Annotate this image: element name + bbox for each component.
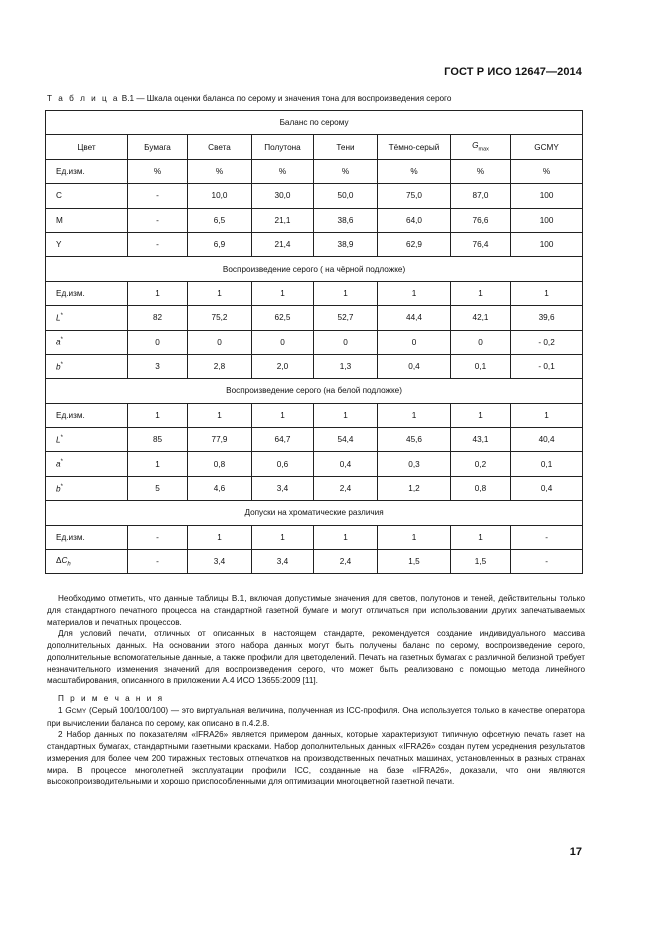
table-caption-text: В.1 — Шкала оценки баланса по серому и значения тона для воспроизведения серого xyxy=(119,94,452,103)
column-header: Полутона xyxy=(252,135,314,159)
table-body xyxy=(46,111,583,574)
note-1-cmy: CMY xyxy=(71,707,87,715)
table-cell: 3,4 xyxy=(188,550,252,574)
note-1-g: G xyxy=(65,705,72,715)
table-cell: 1 xyxy=(314,281,378,305)
table-cell: 1 xyxy=(128,403,188,427)
section-row xyxy=(46,379,583,403)
table-row xyxy=(46,208,583,232)
table-cell: 1 xyxy=(378,281,451,305)
table-row xyxy=(46,525,583,549)
note-1 xyxy=(47,705,585,730)
table-cell: 1 xyxy=(252,281,314,305)
table-cell: 2,8 xyxy=(188,354,252,378)
table-cell: 64,7 xyxy=(252,428,314,452)
table-cell: 0,1 xyxy=(451,354,511,378)
table-cell: - xyxy=(128,550,188,574)
table-cell: 44,4 xyxy=(378,306,451,330)
table-cell: 39,6 xyxy=(511,306,583,330)
table-cell: % xyxy=(128,159,188,183)
table-cell: - 0,1 xyxy=(511,354,583,378)
column-header: GCMY xyxy=(511,135,583,159)
section-row xyxy=(46,257,583,281)
table-cell: - xyxy=(511,550,583,574)
table-cell: - xyxy=(128,232,188,256)
row-label: a* xyxy=(46,330,128,354)
row-label: a* xyxy=(46,452,128,476)
table-cell: 0 xyxy=(188,330,252,354)
row-label: M xyxy=(46,208,128,232)
table-cell: 0,2 xyxy=(451,452,511,476)
table-cell: 42,1 xyxy=(451,306,511,330)
table-cell: 64,0 xyxy=(378,208,451,232)
table-cell: 5 xyxy=(128,476,188,500)
table-cell: 0 xyxy=(451,330,511,354)
row-label: L* xyxy=(46,306,128,330)
table-cell: 75,2 xyxy=(188,306,252,330)
table-cell: 1 xyxy=(451,403,511,427)
table-row xyxy=(46,403,583,427)
table-cell: 1,2 xyxy=(378,476,451,500)
note-2: 2 Набор данных по показателям «IFRA26» является примером данных, которые характеризуют типичную офсетную печать газет на стандартных бумагах, стандартными газетными красками. Набор дополнительных данных «IFRA26» создан путем усреднения результатов измерения для более чем 200 тиражных тестовых отпечатков на производственных печатных машинах, установленных в разных странах мира. В процессе многолетней эксплуатации профили ICC, созданные на базе «IFRA26», доказали, что они являются высокопроизводительными и хорошо приспособленными для оптимизации многоцветной газетной печати. xyxy=(47,730,585,787)
row-label: Ед.изм. xyxy=(46,159,128,183)
table-cell: 38,9 xyxy=(314,232,378,256)
table-cell: 1 xyxy=(314,525,378,549)
table-cell: 75,0 xyxy=(378,184,451,208)
section-title: Баланс по серому xyxy=(46,111,583,135)
column-header: Света xyxy=(188,135,252,159)
table-cell: 0 xyxy=(314,330,378,354)
table-cell: 1 xyxy=(511,281,583,305)
table-cell: 1 xyxy=(188,281,252,305)
paragraph-2: Для условий печати, отличных от описанных в настоящем стандарте, рекомендуется создание индивидуального массива дополнительных данных. На основании этого набора данных могут быть получены баланс по серому, воспроизведение серого, дополнительные вспомогательные данные, а также профили для цветоделений. Печать на газетных бумагах с различной белизной требует незначительного изменения значений для воспроизведения серого, что может быть реализовано с помощью метода линейного масштабирования, описанного в приложении А.4 ИСО 13655:2009 [11]. xyxy=(47,629,585,686)
table-cell: 38,6 xyxy=(314,208,378,232)
table-cell: 62,5 xyxy=(252,306,314,330)
row-label: $\Delta C_h$ xyxy=(46,550,128,574)
page-number: 17 xyxy=(569,846,582,858)
table-cell: % xyxy=(314,159,378,183)
table-cell: 82 xyxy=(128,306,188,330)
table-cell: 3,4 xyxy=(252,550,314,574)
table-caption-label: Т а б л и ц а xyxy=(47,94,120,103)
table-cell: 1 xyxy=(314,403,378,427)
table-cell: 21,1 xyxy=(252,208,314,232)
table-cell: 0,4 xyxy=(314,452,378,476)
notes-heading xyxy=(47,693,585,705)
table-cell: 1,5 xyxy=(451,550,511,574)
note-1-prefix: 1 xyxy=(58,705,66,715)
table-cell: 50,0 xyxy=(314,184,378,208)
table-cell: 100 xyxy=(511,232,583,256)
table-cell: - xyxy=(128,525,188,549)
table-cell: 0 xyxy=(128,330,188,354)
table-cell: 1 xyxy=(252,403,314,427)
table-cell: 0,3 xyxy=(378,452,451,476)
column-header-row xyxy=(46,135,583,159)
row-label: Y xyxy=(46,232,128,256)
table-row xyxy=(46,159,583,183)
table-cell: 4,6 xyxy=(188,476,252,500)
table-cell: 3 xyxy=(128,354,188,378)
table-cell: 0,8 xyxy=(188,452,252,476)
row-label: Ед.изм. xyxy=(46,281,128,305)
table-cell: 100 xyxy=(511,208,583,232)
row-label: b* xyxy=(46,476,128,500)
table-cell: 0,4 xyxy=(378,354,451,378)
paragraph-1: Необходимо отметить, что данные таблицы В.1, включая допустимые значения для светов, полутонов и теней, действительны только для стандартного печатного процесса на стандартной газетной бумаге и могут отличаться при использовании других запечатываемых материалов и печатных процессов. xyxy=(47,594,585,627)
table-cell: 1 xyxy=(451,281,511,305)
table-cell: % xyxy=(188,159,252,183)
table-cell: 1 xyxy=(378,525,451,549)
table-cell: 1 xyxy=(451,525,511,549)
table-row xyxy=(46,550,583,574)
table-cell: 0,8 xyxy=(451,476,511,500)
table-cell: 1 xyxy=(188,525,252,549)
column-header: $G_{max}$ xyxy=(451,135,511,159)
table-cell: % xyxy=(378,159,451,183)
row-label: C xyxy=(46,184,128,208)
table-row xyxy=(46,330,583,354)
table-cell: % xyxy=(451,159,511,183)
table-cell: 45,6 xyxy=(378,428,451,452)
table-cell: 3,4 xyxy=(252,476,314,500)
gray-balance-table xyxy=(45,110,583,574)
section-title: Допуски на хроматические различия xyxy=(46,501,583,525)
section-title: Воспроизведение серого ( на чёрной подложке) xyxy=(46,257,583,281)
column-header: Тёмно-серый xyxy=(378,135,451,159)
table-cell: 30,0 xyxy=(252,184,314,208)
table-row xyxy=(46,232,583,256)
table-row xyxy=(46,354,583,378)
table-cell: 43,1 xyxy=(451,428,511,452)
notes-title: П р и м е ч а н и я xyxy=(58,694,165,703)
table-row xyxy=(46,184,583,208)
column-header: Бумага xyxy=(128,135,188,159)
table-row xyxy=(46,428,583,452)
table-cell: % xyxy=(252,159,314,183)
table-cell: 0 xyxy=(252,330,314,354)
table-cell: 0,6 xyxy=(252,452,314,476)
table-row xyxy=(46,452,583,476)
table-cell: 0 xyxy=(378,330,451,354)
row-label: b* xyxy=(46,354,128,378)
table-caption xyxy=(47,94,617,103)
table-cell: 2,4 xyxy=(314,476,378,500)
column-header: Тени xyxy=(314,135,378,159)
table-cell: 52,7 xyxy=(314,306,378,330)
table-cell: 100 xyxy=(511,184,583,208)
table-cell: 1 xyxy=(128,281,188,305)
table-cell: 2,0 xyxy=(252,354,314,378)
table-cell: 6,9 xyxy=(188,232,252,256)
row-label: Ед.изм. xyxy=(46,403,128,427)
row-label: L* xyxy=(46,428,128,452)
section-row xyxy=(46,111,583,135)
table-row xyxy=(46,476,583,500)
table-cell: 85 xyxy=(128,428,188,452)
table-cell: 77,9 xyxy=(188,428,252,452)
section-title: Воспроизведение серого (на белой подложке) xyxy=(46,379,583,403)
body-text xyxy=(47,593,585,788)
table-cell: 21,4 xyxy=(252,232,314,256)
standard-designation: ГОСТ Р ИСО 12647—2014 xyxy=(444,66,582,78)
table-row xyxy=(46,281,583,305)
row-label: Ед.изм. xyxy=(46,525,128,549)
table-cell: 1,5 xyxy=(378,550,451,574)
table-cell: - xyxy=(128,184,188,208)
table-cell: 76,4 xyxy=(451,232,511,256)
table-cell: 54,4 xyxy=(314,428,378,452)
table-cell: 1 xyxy=(188,403,252,427)
table-cell: 2,4 xyxy=(314,550,378,574)
table-cell: - xyxy=(128,208,188,232)
table-cell: 10,0 xyxy=(188,184,252,208)
table-cell: 76,6 xyxy=(451,208,511,232)
table-cell: - 0,2 xyxy=(511,330,583,354)
column-header: Цвет xyxy=(46,135,128,159)
table-cell: 0,1 xyxy=(511,452,583,476)
table-cell: 87,0 xyxy=(451,184,511,208)
table-cell: 40,4 xyxy=(511,428,583,452)
table-cell: 1,3 xyxy=(314,354,378,378)
note-1-text: (Серый 100/100/100) — это виртуальная величина, полученная из ICC-профиля. Она используется только в качестве оператора при вычислении баланса по серому, как описано в п.4.2.8. xyxy=(47,705,585,728)
table-cell: 1 xyxy=(378,403,451,427)
table-cell: 62,9 xyxy=(378,232,451,256)
table-cell: 6,5 xyxy=(188,208,252,232)
table-cell: % xyxy=(511,159,583,183)
table-cell: 0,4 xyxy=(511,476,583,500)
section-row xyxy=(46,501,583,525)
table-cell: 1 xyxy=(252,525,314,549)
table-cell: 1 xyxy=(128,452,188,476)
table-cell: - xyxy=(511,525,583,549)
table-row xyxy=(46,306,583,330)
table-cell: 1 xyxy=(511,403,583,427)
